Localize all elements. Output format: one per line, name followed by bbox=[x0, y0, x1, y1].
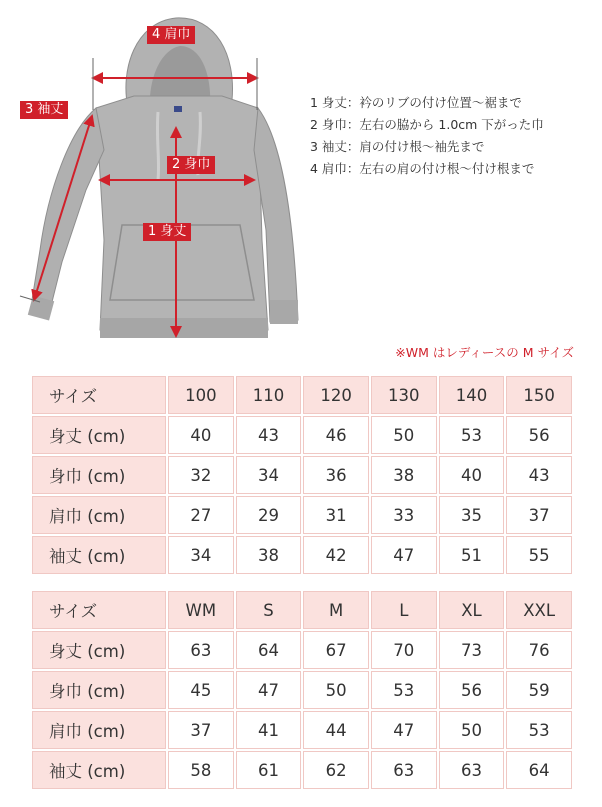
table-row bbox=[32, 671, 572, 709]
shoulder-width-tag: 4 肩巾 bbox=[147, 26, 195, 44]
table-cell: 63 bbox=[371, 751, 437, 789]
table-cell: 43 bbox=[506, 456, 572, 494]
table-cell: 37 bbox=[506, 496, 572, 534]
table-row bbox=[32, 536, 572, 574]
header-cell: M bbox=[303, 591, 369, 629]
table-cell: 36 bbox=[303, 456, 369, 494]
table-cell: 47 bbox=[236, 671, 302, 709]
legend-item: 3 袖丈：肩の付け根～袖先まで bbox=[310, 139, 485, 154]
table-cell: 46 bbox=[303, 416, 369, 454]
table-cell: 56 bbox=[439, 671, 505, 709]
table-cell: 34 bbox=[168, 536, 234, 574]
header-cell: XXL bbox=[506, 591, 572, 629]
table-cell: 63 bbox=[439, 751, 505, 789]
table-cell: 37 bbox=[168, 711, 234, 749]
legend-item: 2 身巾：左右の脇から 1.0cm 下がった巾 bbox=[310, 117, 544, 132]
header-cell: 110 bbox=[236, 376, 302, 414]
table-cell: 67 bbox=[303, 631, 369, 669]
table-cell: 55 bbox=[506, 536, 572, 574]
table-cell: 61 bbox=[236, 751, 302, 789]
table-cell: 70 bbox=[371, 631, 437, 669]
table-cell: 56 bbox=[506, 416, 572, 454]
table-cell: 40 bbox=[168, 416, 234, 454]
table-cell: 35 bbox=[439, 496, 505, 534]
row-label: 身巾 (cm) bbox=[32, 671, 166, 709]
hoodie-measurement-diagram bbox=[0, 0, 300, 360]
sleeve-length-tag: 3 袖丈 bbox=[20, 101, 68, 119]
table-cell: 33 bbox=[371, 496, 437, 534]
table-cell: 50 bbox=[371, 416, 437, 454]
table-cell: 47 bbox=[371, 711, 437, 749]
header-cell: 120 bbox=[303, 376, 369, 414]
table-cell: 53 bbox=[371, 671, 437, 709]
table-row bbox=[32, 751, 572, 789]
table-header-row bbox=[32, 376, 572, 414]
table-cell: 76 bbox=[506, 631, 572, 669]
hoodie-illustration bbox=[0, 0, 300, 360]
header-cell: 130 bbox=[371, 376, 437, 414]
table-row bbox=[32, 456, 572, 494]
row-label: 肩巾 (cm) bbox=[32, 496, 166, 534]
table-cell: 47 bbox=[371, 536, 437, 574]
kids-size-table bbox=[30, 374, 574, 576]
table-cell: 29 bbox=[236, 496, 302, 534]
adult-size-table bbox=[30, 589, 574, 791]
table-cell: 53 bbox=[506, 711, 572, 749]
table-cell: 40 bbox=[439, 456, 505, 494]
table-cell: 42 bbox=[303, 536, 369, 574]
table-cell: 64 bbox=[236, 631, 302, 669]
table-cell: 43 bbox=[236, 416, 302, 454]
table-cell: 31 bbox=[303, 496, 369, 534]
table-cell: 63 bbox=[168, 631, 234, 669]
header-cell: 140 bbox=[439, 376, 505, 414]
table-cell: 59 bbox=[506, 671, 572, 709]
header-cell: 150 bbox=[506, 376, 572, 414]
body-width-tag: 2 身巾 bbox=[167, 156, 215, 174]
table-cell: 27 bbox=[168, 496, 234, 534]
table-cell: 41 bbox=[236, 711, 302, 749]
header-cell: XL bbox=[439, 591, 505, 629]
table-cell: 73 bbox=[439, 631, 505, 669]
table-row bbox=[32, 631, 572, 669]
measurement-legend bbox=[310, 92, 600, 180]
row-label: 肩巾 (cm) bbox=[32, 711, 166, 749]
header-cell: サイズ bbox=[32, 376, 166, 414]
legend-item: 1 身丈：衿のリブの付け位置～裾まで bbox=[310, 95, 522, 110]
row-label: 袖丈 (cm) bbox=[32, 751, 166, 789]
header-cell: L bbox=[371, 591, 437, 629]
table-cell: 34 bbox=[236, 456, 302, 494]
table-cell: 44 bbox=[303, 711, 369, 749]
row-label: 身丈 (cm) bbox=[32, 631, 166, 669]
row-label: 袖丈 (cm) bbox=[32, 536, 166, 574]
table-header-row bbox=[32, 591, 572, 629]
table-row bbox=[32, 496, 572, 534]
table-row bbox=[32, 711, 572, 749]
table-cell: 32 bbox=[168, 456, 234, 494]
ladies-size-note: ※WM はレディースの M サイズ bbox=[395, 345, 574, 360]
table-cell: 38 bbox=[236, 536, 302, 574]
table-cell: 58 bbox=[168, 751, 234, 789]
header-cell: サイズ bbox=[32, 591, 166, 629]
legend-item: 4 肩巾：左右の肩の付け根～付け根まで bbox=[310, 161, 535, 176]
table-cell: 53 bbox=[439, 416, 505, 454]
table-cell: 50 bbox=[303, 671, 369, 709]
table-row bbox=[32, 416, 572, 454]
table-cell: 50 bbox=[439, 711, 505, 749]
table-cell: 51 bbox=[439, 536, 505, 574]
row-label: 身丈 (cm) bbox=[32, 416, 166, 454]
header-cell: S bbox=[236, 591, 302, 629]
header-cell: 100 bbox=[168, 376, 234, 414]
table-cell: 38 bbox=[371, 456, 437, 494]
table-cell: 64 bbox=[506, 751, 572, 789]
table-cell: 45 bbox=[168, 671, 234, 709]
body-length-tag: 1 身丈 bbox=[143, 223, 191, 241]
row-label: 身巾 (cm) bbox=[32, 456, 166, 494]
header-cell: WM bbox=[168, 591, 234, 629]
table-cell: 62 bbox=[303, 751, 369, 789]
